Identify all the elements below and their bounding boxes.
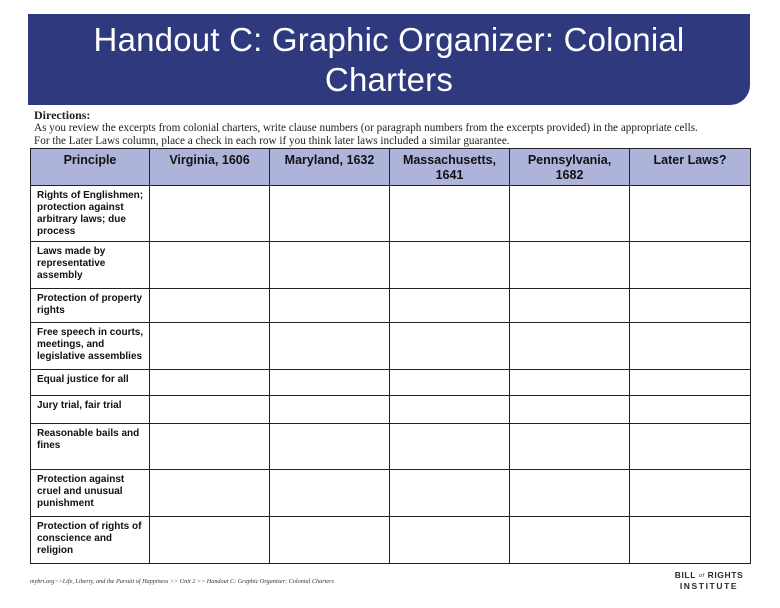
answer-cell[interactable] [510,470,630,517]
principle-label: Reasonable bails and fines [31,424,150,470]
answer-cell[interactable] [630,242,751,289]
answer-cell[interactable] [630,424,751,470]
answer-cell[interactable] [390,186,510,242]
answer-cell[interactable] [150,323,270,370]
answer-cell[interactable] [270,289,390,323]
answer-cell[interactable] [150,470,270,517]
footer-breadcrumb: mybri.org>>Life, Liberty, and the Pursuit of Happiness >> Unit 2 >> Handout C: Graphic Organizer: Colonial Charters [30,578,334,585]
header-pennsylvania: Pennsylvania, 1682 [510,149,630,186]
directions-line-2: For the Later Laws column, place a check in each row if you think later laws included a similar guarantee. [34,135,510,147]
answer-cell[interactable] [510,186,630,242]
answer-cell[interactable] [630,470,751,517]
principle-label: Laws made by representative assembly [31,242,150,289]
logo-word-bill: BILL [674,570,696,580]
graphic-organizer-table [30,148,751,564]
header-maryland: Maryland, 1632 [270,149,390,186]
header-virginia: Virginia, 1606 [150,149,270,186]
header-massachusetts: Massachusetts, 1641 [390,149,510,186]
directions-heading: Directions: [34,108,91,122]
answer-cell[interactable] [390,323,510,370]
answer-cell[interactable] [390,396,510,424]
answer-cell[interactable] [630,186,751,242]
answer-cell[interactable] [270,424,390,470]
logo-word-rights: RIGHTS [707,570,744,580]
answer-cell[interactable] [150,242,270,289]
answer-cell[interactable] [150,517,270,564]
table-row [31,323,751,370]
answer-cell[interactable] [390,424,510,470]
answer-cell[interactable] [630,289,751,323]
table-row [31,186,751,242]
answer-cell[interactable] [510,323,630,370]
answer-cell[interactable] [630,370,751,396]
answer-cell[interactable] [390,470,510,517]
page-title: Handout C: Graphic Organizer: Colonial Charters [93,20,685,98]
table-row [31,396,751,424]
principle-label: Protection of rights of conscience and religion [31,517,150,564]
answer-cell[interactable] [390,289,510,323]
header-row [31,149,751,186]
answer-cell[interactable] [270,396,390,424]
logo-line-1 [672,570,746,581]
answer-cell[interactable] [510,370,630,396]
answer-cell[interactable] [630,396,751,424]
table-row [31,289,751,323]
answer-cell[interactable] [630,517,751,564]
answer-cell[interactable] [150,289,270,323]
bill-of-rights-institute-logo [672,570,746,592]
answer-cell[interactable] [510,289,630,323]
directions-line-1: As you review the excerpts from colonial charters, write clause numbers (or paragraph numbers from the excerpts provided) in the appropriate cells. [34,122,698,134]
answer-cell[interactable] [270,323,390,370]
answer-cell[interactable] [270,470,390,517]
principle-label: Equal justice for all [31,370,150,396]
principle-label: Protection of property rights [31,289,150,323]
table-row [31,242,751,289]
header-later-laws: Later Laws? [630,149,751,186]
answer-cell[interactable] [150,370,270,396]
title-banner [28,14,750,105]
principle-label: Rights of Englishmen; protection against arbitrary laws; due process [31,186,150,242]
answer-cell[interactable] [630,323,751,370]
header-principle: Principle [31,149,150,186]
principle-label: Jury trial, fair trial [31,396,150,424]
answer-cell[interactable] [510,517,630,564]
directions [34,108,750,148]
answer-cell[interactable] [510,424,630,470]
table-row [31,517,751,564]
answer-cell[interactable] [270,517,390,564]
answer-cell[interactable] [510,396,630,424]
answer-cell[interactable] [150,186,270,242]
table-row [31,370,751,396]
table-row [31,470,751,517]
answer-cell[interactable] [390,242,510,289]
answer-cell[interactable] [390,370,510,396]
table-row [31,424,751,470]
answer-cell[interactable] [150,396,270,424]
answer-cell[interactable] [270,370,390,396]
logo-word-of: of [698,573,705,579]
answer-cell[interactable] [390,517,510,564]
logo-word-institute: INSTITUTE [679,581,739,591]
answer-cell[interactable] [150,424,270,470]
answer-cell[interactable] [270,242,390,289]
answer-cell[interactable] [510,242,630,289]
principle-label: Protection against cruel and unusual punishment [31,470,150,517]
answer-cell[interactable] [270,186,390,242]
principle-label: Free speech in courts, meetings, and legislative assemblies [31,323,150,370]
